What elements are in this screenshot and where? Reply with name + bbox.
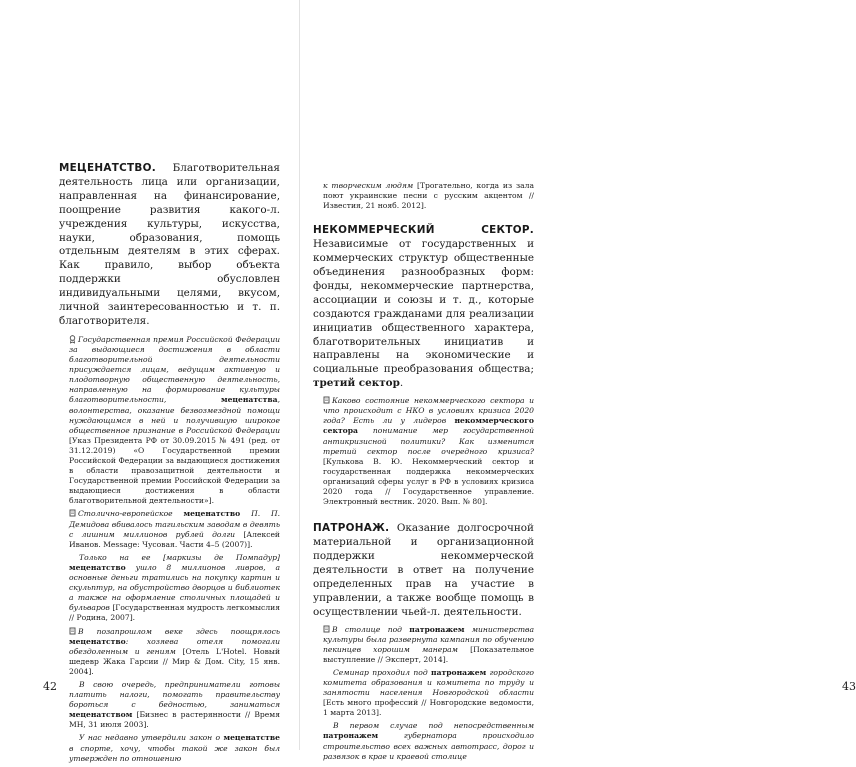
award-icon <box>69 335 76 343</box>
quote-keyword: меценатство <box>69 562 126 572</box>
quote-italic: к творческим людям <box>323 181 414 190</box>
entry-text: Оказание долгосрочной материальной и организационной поддержки некоммерческой деятельности в ответ на получение определенных прав на участие в управлении, а также вообще помощь в осуществлении чьей-л. деятельности. <box>313 522 534 618</box>
quote-italic: Государственная премия Российской Федерации за выдающиеся достижения в области благотворительной деятельности присуждается лицам, ведущим активную и плодотворную общественную деятельность, направленную на формирование культуры благотворительности, <box>69 334 280 405</box>
quote-italic: В столице под <box>332 624 410 634</box>
left-column <box>59 162 280 767</box>
quote-6 <box>69 733 280 763</box>
quote-1 <box>69 335 280 507</box>
quote-italic: Только на ее [маркизы де Помпадур] <box>79 552 280 562</box>
entry-nekommercheskiy-sektor <box>313 224 534 391</box>
quote-source: [Показательное выступление // Эксперт, 2014]. <box>323 644 535 664</box>
quote-source: [Есть много профессий // Новгородские ведомости, 1 марта 2013]. <box>323 698 534 718</box>
quote-nko <box>323 396 534 507</box>
quote-source: [Алексей Иванов. Message: Чусовая. Части 4–5 (2007)]. <box>69 529 280 549</box>
book-icon <box>323 625 330 633</box>
quote-italic: в спорте, хочу, чтобы такой же закон был утвержден по отношению <box>69 743 280 763</box>
quote-italic: городского комитета образования и комитета по труду и занятости населения Новгородской области <box>323 667 534 698</box>
book-icon <box>69 509 76 517</box>
quote-italic: Каково состояние некоммерческого сектора и что происходит с НКО в условиях кризиса 2020 года? Есть ли у лидеров <box>323 396 534 426</box>
quote-patronazh-3 <box>323 721 534 761</box>
quote-source: [Отель L'Hotel. Новый шедевр Жака Гарсии // Мир & Дом. City, 15 янв. 2004]. <box>69 646 281 676</box>
quote-italic: министерства культуры была развернута кампания по обучению пекинцев хорошим манерам <box>323 624 534 654</box>
entry-synonym: третий сектор <box>313 377 400 390</box>
quote-source: [Кулькова В. Ю. Некоммерческий сектор и государственная поддержка некоммерческих организаций сферы услуг в РФ в условиях кризиса 2020 года // Государственное управление. Электронный вестник. 2020. Вып. № 80]. <box>323 456 534 507</box>
quote-5 <box>69 680 280 730</box>
quote-keyword: некоммерческого сектора <box>323 416 534 436</box>
quote-italic: Семинар проходил под <box>333 667 432 677</box>
quote-source: [Бизнес в растерянности // Время МН, 31 июля 2003]. <box>69 710 280 730</box>
quote-italic: У нас недавно утвердили закон о <box>79 733 224 743</box>
quote-keyword: меценатство <box>69 636 126 646</box>
quote-italic: В первом случае под непосредственным <box>333 721 534 731</box>
left-page <box>0 0 300 763</box>
quote-italic: ушло 8 миллионов ливров, а основные деньги тратились на покупку картин и скульптур, на обустройство дворцов и библиотек а также на оформление столичных площадей и бульваров <box>69 562 280 613</box>
entry-text: Благотворительная деятельность лица или организации, направленная на финансирование, поощрение развития какого-л. учреждения культуры, искусства, науки, образования, помощь отдельным деятелям в этих сферах. Как правило, выбор объекта поддержки обусловлен индивидуальными целями, вкусом, личной заинтересованностью и т. п. благотворителя. <box>59 162 280 327</box>
quote-keyword: меценатство <box>183 509 241 519</box>
quote-italic: понимание мер государственной антикризисной политики? Как изменится третий сектор после очередного кризиса? <box>323 426 534 456</box>
quote-keyword: патронажем <box>323 731 379 741</box>
quote-italic: П. П. Демидова вбивалось тагильским заводам в девять с лишним миллионов рублей долги <box>69 509 280 539</box>
right-column <box>313 181 534 765</box>
quote-keyword: меценатства <box>220 395 278 405</box>
entry-patronazh <box>313 522 534 619</box>
quote-italic: , волонтерства, оказание безвозмездной помощи нуждающимся в ней и получившую широкое общественное признание в Российской Федерации <box>69 395 280 435</box>
quote-keyword: меценатством <box>69 710 133 720</box>
quote-patronazh-1 <box>323 625 534 665</box>
quote-keyword: меценатстве <box>223 733 280 743</box>
quote-4 <box>69 627 280 677</box>
entry-head: ПАТРОНАЖ. <box>313 522 390 535</box>
page-number: 43 <box>842 680 856 693</box>
quote-italic: В позапрошлом веке здесь поощрялось <box>78 626 280 636</box>
quote-3 <box>69 553 280 624</box>
quote-italic: : хозяева отеля помогали обездоленным и гениям <box>69 636 280 656</box>
entry-head: МЕЦЕНАТСТВО. <box>59 162 157 174</box>
quote-source: [Государственная мудрость легкомыслия // Родина, 2007]. <box>69 603 280 623</box>
book-icon <box>323 396 330 404</box>
quote-keyword: патронажем <box>409 624 465 634</box>
quote-keyword: патронажем <box>431 667 487 677</box>
quote-italic: Столично-европейское <box>78 509 184 519</box>
page-number: 42 <box>43 680 57 693</box>
entry-text: Независимые от государственных и коммерческих структур общественные объединения разнообразных форм: фонды, некоммерческие партнерства, ассоциации и союзы и т. д., которые создаются гражданами для реализации инициатив общественного характера, благотворительных инициатив и направлены на экономические и социальные преобразования общества; <box>313 238 534 376</box>
book-icon <box>69 627 76 635</box>
entry-metsenatstvo <box>59 162 280 329</box>
quote-source: [Указ Президента РФ от 30.09.2015 № 491 (ред. от 31.12.2019) «О Государственной премии Российской Федерации за выдающиеся достижения в области правозащитной деятельности и Государственной премии Российской Федерации за выдающиеся достижения в области благотворительной деятельности»]. <box>69 435 280 506</box>
quote-patronazh-2 <box>323 668 534 718</box>
quote-italic: В свою очередь, предприниматели готовы платить налоги, помогать правительству бороться с бедностью, заниматься <box>69 679 280 710</box>
quote-2 <box>69 509 280 549</box>
quote-italic: губернатора происходило строительство всех важных автотрасс, дорог и развязок в крае и краевой столице <box>323 731 534 761</box>
entry-punct: . <box>399 377 404 390</box>
quote-continuation <box>323 181 534 211</box>
entry-head: НЕКОММЕРЧЕСКИЙ СЕКТОР. <box>313 224 534 237</box>
quote-source: [Трогательно, когда из зала поют украинские песни с русским акцентом // Известия, 21 нояб. 2012]. <box>323 181 535 211</box>
